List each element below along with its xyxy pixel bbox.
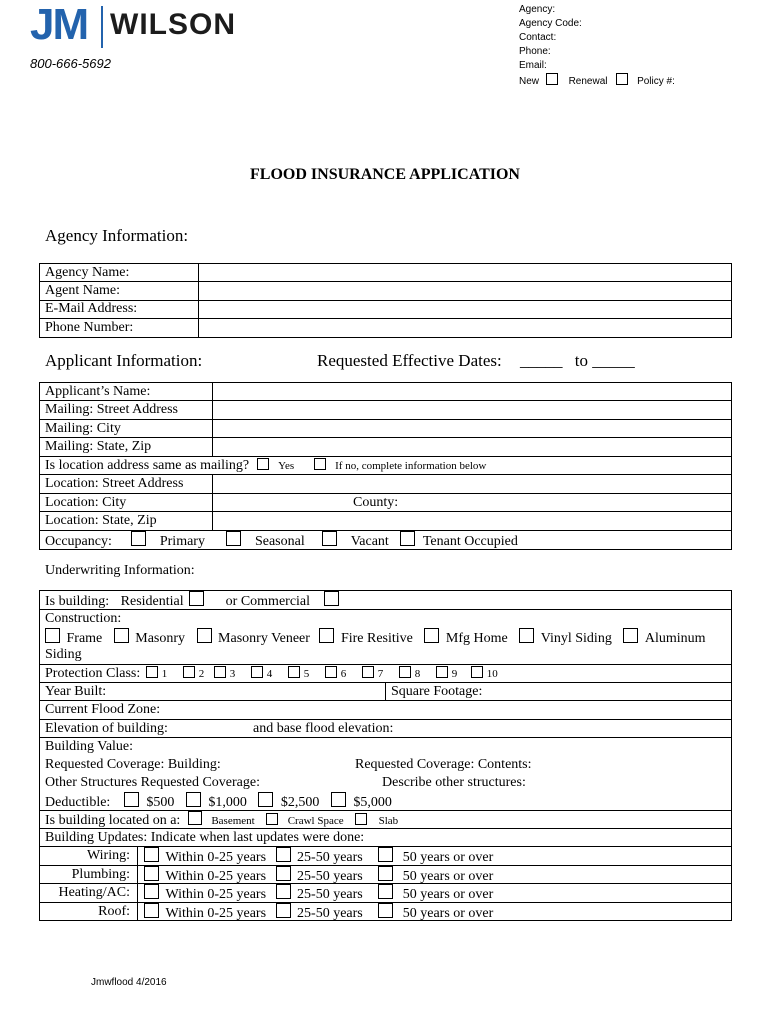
square-footage-input[interactable] [492,683,730,699]
building-updates-label: Building Updates: Indicate when last updates were done: [45,830,365,845]
location-city-label: Location: City [45,495,127,510]
effective-date-to[interactable]: _____ [592,351,635,370]
form-title: FLOOD INSURANCE APPLICATION [250,166,520,183]
agency-name-label: Agency Name: [45,265,130,280]
elevation-label: Elevation of building: [45,721,168,736]
same-address-no-checkbox[interactable] [314,458,326,470]
wiring-options: Within 0-25 years 25-50 years 50 years or over [144,847,493,867]
policy-options: New Renewal Policy #: [519,73,675,89]
contact-label: Contact: [519,32,557,43]
occupancy-seasonal-checkbox[interactable] [226,531,241,546]
renewal-checkbox[interactable] [616,73,628,85]
same-address-question: Is location address same as mailing? [45,458,250,473]
same-address-yes-checkbox[interactable] [257,458,269,470]
heating-25-50-checkbox[interactable] [276,884,291,899]
year-built-label: Year Built: [45,684,107,699]
agency-fields [519,3,675,89]
class-10-checkbox[interactable] [471,666,483,678]
location-state-label: Location: State, Zip [45,513,157,528]
mfg-home-checkbox[interactable] [424,628,439,643]
agency-heading: Agency Information: [45,226,189,245]
location-street-input[interactable] [214,476,730,492]
vinyl-siding-checkbox[interactable] [519,628,534,643]
applicant-name-input[interactable] [214,383,730,399]
form-footer: Jmwflood 4/2016 [91,977,167,988]
is-building-label: Is building: [45,594,110,609]
class-1-checkbox[interactable] [146,666,158,678]
fire-resistive-checkbox[interactable] [319,628,334,643]
protection-class-row: Protection Class: 1 2 3 4 5 6 7 8 9 10 [45,666,498,681]
agency-code-label: Agency Code: [519,18,582,29]
crawl-space-checkbox[interactable] [266,813,278,825]
occupancy-vacant-checkbox[interactable] [322,531,337,546]
wiring-0-25-checkbox[interactable] [144,847,159,862]
protection-class-label: Protection Class: [45,666,141,681]
aluminum-checkbox[interactable] [623,628,638,643]
construction-label: Construction: [45,611,122,626]
logo-divider [101,6,103,48]
class-2-checkbox[interactable] [183,666,195,678]
roof-0-25-checkbox[interactable] [144,903,159,918]
deductible-5000-checkbox[interactable] [331,792,346,807]
plumbing-options: Within 0-25 years 25-50 years 50 years or over [144,866,493,886]
county-label: County: [353,495,399,510]
plumbing-label: Plumbing: [71,867,130,882]
effective-dates-label: Requested Effective Dates: [317,351,502,370]
company-phone: 800-666-5692 [30,56,111,71]
other-structures-label: Other Structures Requested Coverage: [45,775,260,790]
masonry-checkbox[interactable] [114,628,129,643]
building-value-label: Building Value: [45,739,134,754]
roof-25-50-checkbox[interactable] [276,903,291,918]
coverage-building-label: Requested Coverage: Building: [45,757,221,772]
agency-phone-label: Phone Number: [45,320,134,335]
mailing-state-input[interactable] [214,439,730,455]
roof-options: Within 0-25 years 25-50 years 50 years or over [144,903,493,923]
heating-ac-options: Within 0-25 years 25-50 years 50 years or over [144,884,493,904]
square-footage-label: Square Footage: [391,684,483,699]
effective-date-from[interactable]: _____ [519,351,563,370]
foundation-row: Is building located on a: Basement Crawl Space Slab [45,813,399,828]
logo-wilson: WILSON [110,8,236,41]
agency-label: Agency: [519,4,556,15]
basement-checkbox[interactable] [188,811,202,825]
agency-name-input[interactable] [200,264,730,280]
wiring-50-plus-checkbox[interactable] [378,847,393,862]
occupancy-row: Occupancy: Primary Seasonal Vacant Tenant Occupied [45,531,518,551]
applicant-heading: Applicant Information: [45,351,203,370]
wiring-label: Wiring: [87,848,130,863]
deductible-2500-checkbox[interactable] [258,792,273,807]
deductible-label: Deductible: [45,795,111,810]
coverage-contents-label: Requested Coverage: Contents: [355,757,532,772]
located-on-label: Is building located on a: [45,813,181,828]
masonry-veneer-checkbox[interactable] [197,628,212,643]
location-city-input[interactable] [214,494,350,510]
location-street-label: Location: Street Address [45,476,184,491]
roof-label: Roof: [98,904,130,919]
siding-label: Siding [45,647,82,662]
construction-options: Frame Masonry Masonry Veneer Fire Resitive Mfg Home Vinyl Siding Aluminum [45,628,706,648]
plumbing-25-50-checkbox[interactable] [276,866,291,881]
occupancy-tenant-checkbox[interactable] [400,531,415,546]
base-flood-elevation-label: and base flood elevation: [253,721,394,736]
phone-label: Phone: [519,46,551,57]
deductible-1000-checkbox[interactable] [186,792,201,807]
commercial-checkbox[interactable] [324,591,339,606]
mailing-city-label: Mailing: City [45,421,121,436]
frame-checkbox[interactable] [45,628,60,643]
flood-zone-label: Current Flood Zone: [45,702,161,717]
same-address-row: Is location address same as mailing? Yes If no, complete information below [45,458,487,473]
year-built-input[interactable] [118,683,382,699]
occupancy-primary-checkbox[interactable] [131,531,146,546]
plumbing-0-25-checkbox[interactable] [144,866,159,881]
slab-checkbox[interactable] [355,813,367,825]
agency-email-input[interactable] [200,301,730,317]
building-type-row: Is building: Residential or Commercial [45,591,339,611]
heating-0-25-checkbox[interactable] [144,884,159,899]
effective-dates [317,351,635,371]
logo-jm: JM [30,0,88,49]
residential-checkbox[interactable] [189,591,204,606]
plumbing-50-plus-checkbox[interactable] [378,866,393,881]
underwriting-heading: Underwriting Information: [45,563,195,578]
deductible-500-checkbox[interactable] [124,792,139,807]
class-6-checkbox[interactable] [325,666,337,678]
describe-structures-label: Describe other structures: [382,775,526,790]
class-5-checkbox[interactable] [288,666,300,678]
agency-phone-input[interactable] [200,320,730,336]
location-state-input[interactable] [214,513,730,529]
applicant-name-label: Applicant’s Name: [45,384,151,399]
mailing-street-label: Mailing: Street Address [45,402,178,417]
deductible-row: Deductible: $500 $1,000 $2,500 $5,000 [45,792,392,812]
dates-to: to [574,351,588,370]
heating-50-plus-checkbox[interactable] [378,884,393,899]
mailing-state-label: Mailing: State, Zip [45,439,152,454]
mailing-street-input[interactable] [214,402,730,418]
county-input[interactable] [405,494,730,510]
new-checkbox[interactable] [546,73,558,85]
heating-ac-label: Heating/AC: [58,885,130,900]
class-9-checkbox[interactable] [436,666,448,678]
mailing-city-input[interactable] [214,420,730,436]
agent-name-input[interactable] [200,283,730,299]
agency-email-label: E-Mail Address: [45,301,138,316]
class-4-checkbox[interactable] [251,666,263,678]
wiring-25-50-checkbox[interactable] [276,847,291,862]
class-8-checkbox[interactable] [399,666,411,678]
occupancy-label: Occupancy: [45,534,112,549]
agent-name-label: Agent Name: [45,283,121,298]
email-label: Email: [519,60,547,71]
class-3-checkbox[interactable] [214,666,226,678]
roof-50-plus-checkbox[interactable] [378,903,393,918]
class-7-checkbox[interactable] [362,666,374,678]
